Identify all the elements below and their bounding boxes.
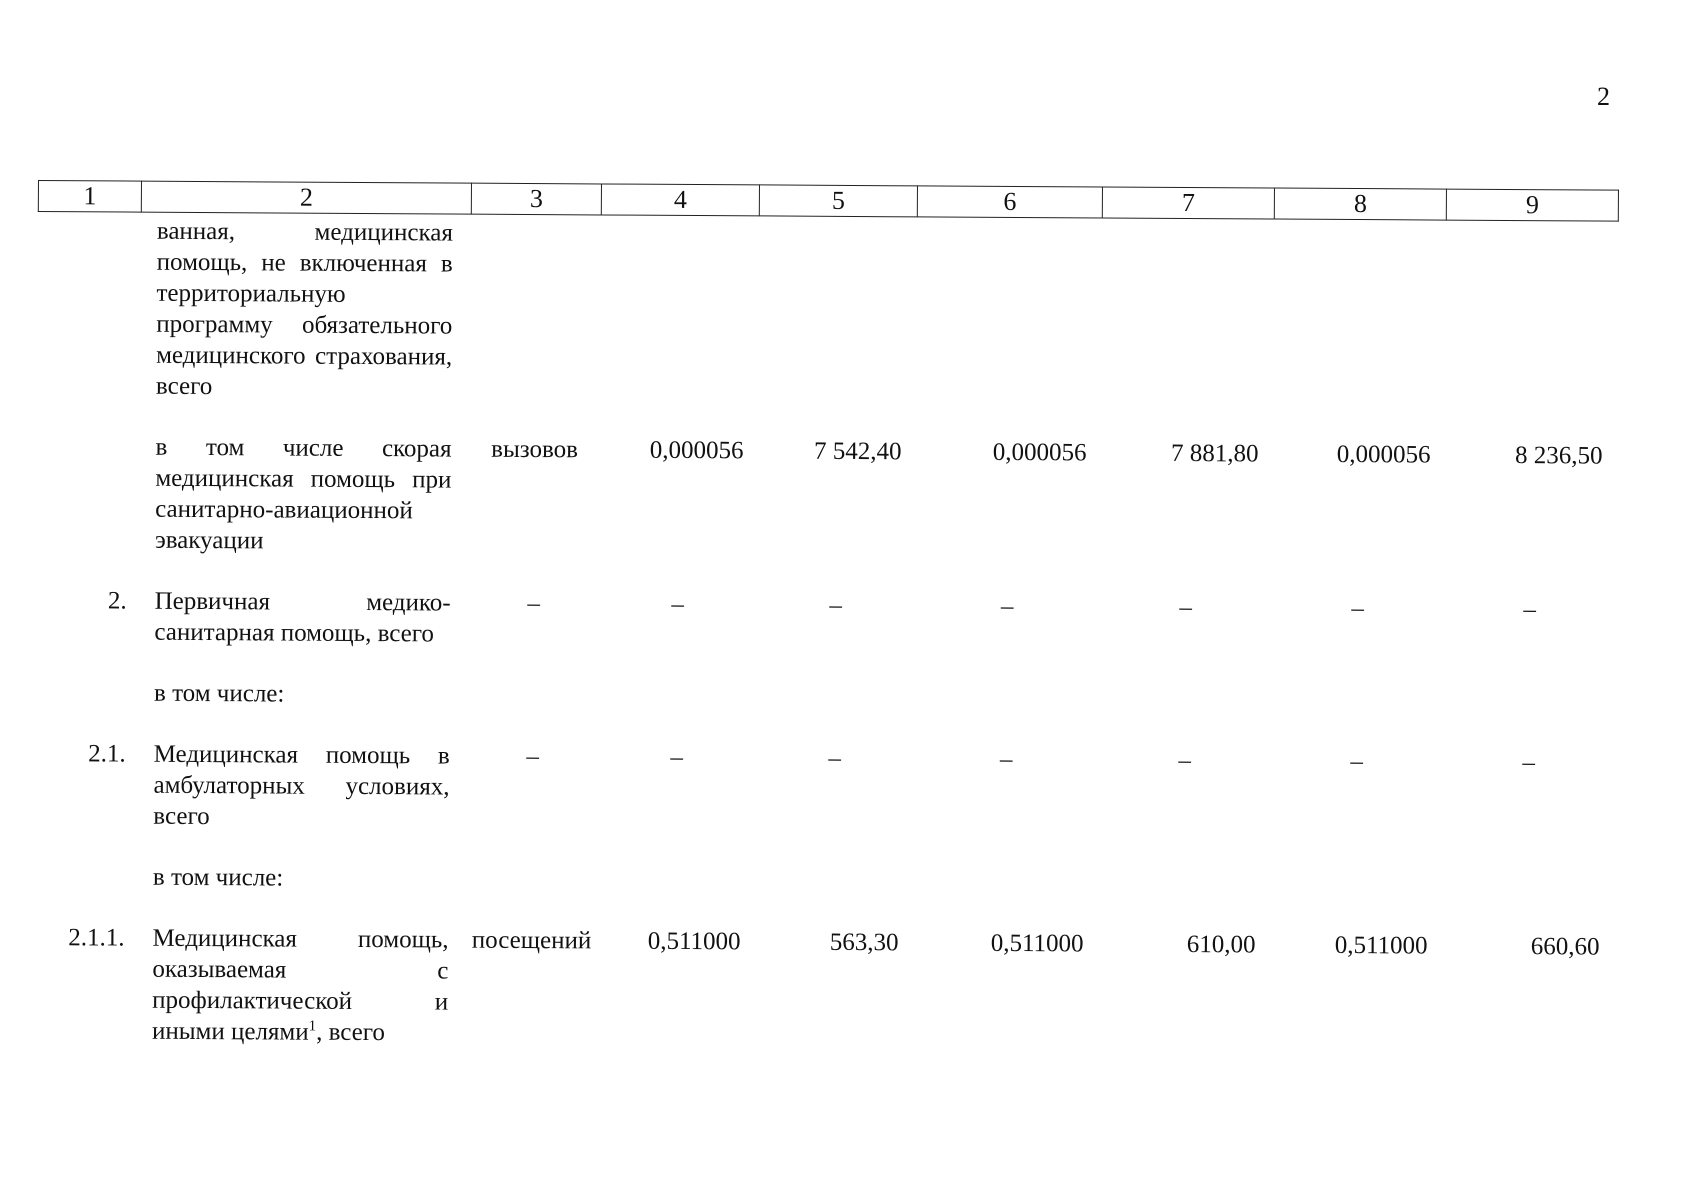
cell-value: [1273, 223, 1446, 440]
cell-value: [1445, 224, 1618, 441]
cell-value: –: [1000, 592, 1014, 620]
column-number-header: [38, 180, 1619, 222]
row-number: 2.1.: [88, 740, 126, 768]
cell-value: [1442, 870, 1614, 932]
table-row: [37, 215, 1618, 441]
row-name: ванная, медицинская помощь, не включенная в территориальную программу обязательного медицинского страхования, всего: [155, 217, 453, 401]
cell-value: –: [1522, 749, 1536, 777]
row-number: [35, 677, 138, 739]
table-row: [33, 922, 1614, 1056]
cell-value: [1101, 221, 1274, 438]
cell-value: 0,511000: [1334, 931, 1428, 960]
cell-value: –: [671, 590, 684, 618]
row-number: [36, 431, 140, 586]
row-unit: –: [526, 742, 540, 771]
row-name: Первичная медико-санитарная помощь, всего: [154, 587, 451, 648]
cell-value: [1271, 685, 1443, 747]
cell-value: [600, 218, 759, 435]
cell-value: [914, 682, 1099, 744]
row-number: [34, 861, 137, 923]
table-row: [34, 861, 1614, 932]
row-name: в том числе скорая медицинская помощь при санитарно-авиационной эвакуации: [154, 433, 452, 555]
cell-value: 8 236,50: [1514, 442, 1603, 470]
row-name: в том числе:: [153, 679, 285, 708]
row-name: Медицинская помощь в амбулаторных условиях, всего: [153, 740, 450, 831]
cell-value: [916, 220, 1102, 437]
cell-value: 0,000056: [1336, 440, 1431, 469]
cell-value: 0,000056: [992, 438, 1087, 467]
footnote-marker: 1: [308, 1018, 317, 1035]
row-number: 2.: [107, 587, 127, 615]
cell-value: –: [1351, 595, 1364, 623]
cell-value: –: [999, 745, 1013, 773]
row-unit: [467, 864, 597, 926]
cell-value: –: [1179, 593, 1192, 622]
table-row: [36, 431, 1617, 595]
cell-value: [913, 866, 1098, 928]
column-number: 8: [1274, 188, 1446, 220]
cell-value: 0,511000: [647, 927, 741, 956]
column-number: 9: [1446, 189, 1618, 221]
cell-value: 7 542,40: [813, 437, 902, 466]
data-table: [33, 215, 1618, 1056]
cell-value: [1443, 686, 1615, 748]
cell-value: 7 881,80: [1170, 439, 1259, 468]
row-name: в том числе:: [152, 863, 284, 892]
column-number: 2: [141, 181, 471, 214]
cell-value: [598, 680, 756, 742]
cell-value: 0,511000: [990, 929, 1084, 958]
column-number: 7: [1102, 187, 1274, 219]
cell-value: 0,000056: [649, 436, 744, 465]
row-unit: [470, 218, 601, 435]
cell-value: 563,30: [829, 928, 899, 957]
cell-value: –: [670, 743, 684, 771]
row-unit: вызовов: [491, 435, 579, 464]
column-number: 6: [917, 186, 1102, 218]
page-number: 2: [1597, 82, 1610, 111]
table-row: [35, 677, 1615, 748]
table-row: [34, 738, 1615, 871]
cell-value: –: [1350, 748, 1364, 776]
cell-value: 610,00: [1186, 931, 1256, 959]
column-number: 4: [601, 184, 759, 216]
cell-value: [1099, 683, 1271, 745]
row-number: 2.1.1.: [68, 924, 125, 952]
column-number: 5: [759, 185, 917, 217]
row-unit: [468, 680, 598, 742]
row-unit: –: [527, 589, 540, 618]
cell-value: [597, 864, 755, 926]
cell-value: [758, 219, 917, 436]
cell-value: –: [1178, 746, 1192, 775]
cell-value: –: [1523, 596, 1536, 624]
table-row: [35, 585, 1616, 687]
row-name-suffix: , всего: [316, 1018, 386, 1047]
cell-value: [1270, 869, 1442, 931]
cell-value: –: [829, 591, 842, 619]
cell-value: –: [828, 744, 842, 772]
cell-value: [756, 681, 914, 743]
cell-value: [755, 865, 913, 927]
column-number: 3: [471, 183, 601, 215]
column-number: 1: [38, 181, 141, 213]
row-name-text: Медицинская помощь, оказываемая с профилактической и иными целями: [151, 924, 449, 1046]
row-name: [136, 923, 467, 1049]
row-unit: посещений: [471, 926, 592, 955]
cell-value: [1098, 867, 1270, 929]
cell-value: 660,60: [1530, 933, 1600, 961]
row-number: [37, 215, 141, 432]
